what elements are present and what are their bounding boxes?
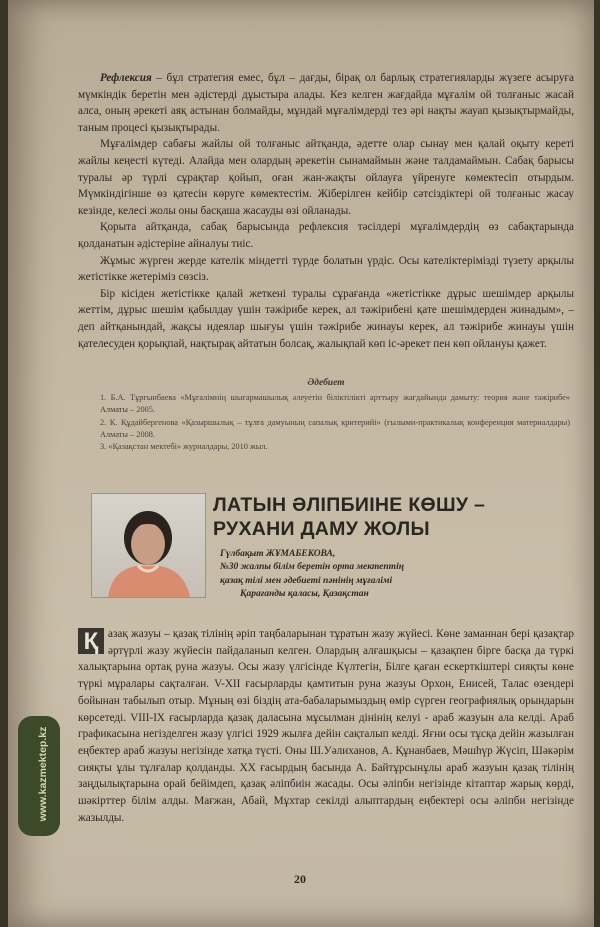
side-tab-url: www.kazmektep.kz xyxy=(37,726,49,822)
drop-cap: Қ xyxy=(78,628,104,654)
references-list xyxy=(100,392,570,453)
term-reflection: Рефлексия xyxy=(100,72,152,84)
paragraph: Қ азақ жазуы – қазақ тілінің әріп таңбаларынан тұратын жазу жүйесі. Көне заманнан бері қазақтар әртүрлі жазу жүйесін пайдаланып келген. Олардың алғашқысы – қазақпен бірге басқа да түркі халықтарына ортақ руна жазуы. Осы жазу үлгісінде Күлтегін, Білге қаған ескерткіштері сияқты көне түркі мұралары сақталған. V-XII ғасырларды қамтитын руна жазуы Орхон, Енисей, Талас өзендері бойынан табылып отыр. Мұның өзі біздің ата-бабаларымыздың өмір сүрген географиялық орындарын көрсетеді. VIII-IX ғасырларда қазақ даласына мұсылман дінінің келуі - араб жазуын ала келді. Араб графикасына негізделген жазу үлгісі 1929 жылға дейін сақталып келді. Яғни осы тұсқа дейін жазылған еңбектер араб жазуы негізінде хатқа түсті. Оны Ш.Уәлиханов, А. Құнанбаев, Мәшһүр Жүсіп, Шәкәрім сияқты ұлы тұлғалар қолданды. XX ғасырдың басында А. Байтұрсынұлы араб жазуын қазақ тілінің заңдылықтарына орай бейімдеп, қазақ әліпбиін жасады. Осы әліпби негізінде кітаптар жарық көрді, шәкірттер білім алды. Мағжан, Абай, Мұхтар секілді алыптардың еңбектері осы әліпби негізінде жазылды. xyxy=(78,628,574,824)
intro-section xyxy=(78,70,574,352)
author-position: қазақ тілі мен әдебиеті пәнінің мұғалімі xyxy=(220,575,393,586)
side-tab xyxy=(18,716,60,836)
page-number: 20 xyxy=(294,872,306,886)
paragraph: Жұмыс жүрген жерде кателік міндетті түрде болатын үрдіс. Осы кателіктерімізді түзету арқылы жетістікке жетеріміз сөзсіз. xyxy=(78,254,574,284)
paragraph: Мұғалімдер сабағы жайлы ой толғаныс айтқанда, әдетте олар сынау мен қалай оқыту кереті жайлы кеңесті күтеді. Алайда мен олардың әрекетін сынамаймын және талдамаймын. Сабақ барысы туралы әр түрлі сұрақтар қойып, оған жан-жақты ойлауға үйренуге көмектесіп отырдым. Мүмкіндігінше өз қатесін көруге көмектестім. Жіберілген кейбір сәтсіздіктері ой толғаныс жасау кезінде, келесі жолы оны басқаша жасауды өзі ойланады. xyxy=(78,138,574,217)
author-block xyxy=(220,548,560,601)
paragraph: Рефлексия – бұл стратегия емес, бұл – дағды, бірақ ол барлық стратегияларды жүзеге асыруға мүмкіндік беретін мен әдістерді дұыстыра алады. Кез келген жағдайда мұғалім ой толғаныс жасай алса, оның әрекеті аяқ астынан болмайды, мұндай мұғалімдерді тез әрі нақты жауап қызықтырмайды, таным процесі қызықтырады. xyxy=(78,72,574,134)
title-line: РУХАНИ ДАМУ ЖОЛЫ xyxy=(213,518,430,540)
references-heading: Әдебиет xyxy=(307,378,345,388)
reference-item: 2. К. Құдайбергенова «Қазыршылық – тұлға дамуының сапалық критерийі» (ғылыми-практикалық конференция материалдары) Алматы – 2008. xyxy=(100,417,570,439)
title-line: ЛАТЫН ӘЛІПБИІНЕ КӨШУ – xyxy=(213,494,486,516)
reference-item: 1. Б.А. Тұрғынбаева «Мұғалімнің шығармашылық әлеуетін біліктілікті арттыру жағдайында дамыту: теория және тәжірибе» Алматы – 2005. xyxy=(100,393,570,415)
reference-item: 3. «Қазақстан мектебі» журналдары, 2010 жыл. xyxy=(100,442,268,452)
author-city: Қарағанды қаласы, Қазақстан xyxy=(240,588,369,599)
paragraph: Бір кісіден жетістікке қалай жеткені туралы сұрағанда «жетістікке дұрыс шешімдер арқылы жеттім, дұрыс шешім қабылдау үшін тәжірибе керек, ал тәжірибені қате шешімдерден жинадым», – деп айтқанындай, жақсы идеялар шығуы үшін тәжірибе жинауы керек, ал тәжірибе жинауы үшін қателесуден қорықпай, нақтырақ айтатын болсақ, жалықпай көп іс-әрекет пен көп ойлануы қажет. xyxy=(78,287,574,350)
author-school: №30 жалпы білім беретін орта мектептің xyxy=(220,562,404,573)
page xyxy=(8,0,594,927)
article-title xyxy=(213,493,563,541)
paragraph: Қорыта айтқанда, сабақ барысында рефлексия тәсілдері мұғалімдердің өз сабақтарында қолданатын әдістеріне айналуы тиіс. xyxy=(78,221,574,250)
article-body xyxy=(78,626,574,826)
author-name: Гүлбақыт ЖҰМАБЕКОВА, xyxy=(220,549,336,559)
author-photo xyxy=(91,493,206,598)
